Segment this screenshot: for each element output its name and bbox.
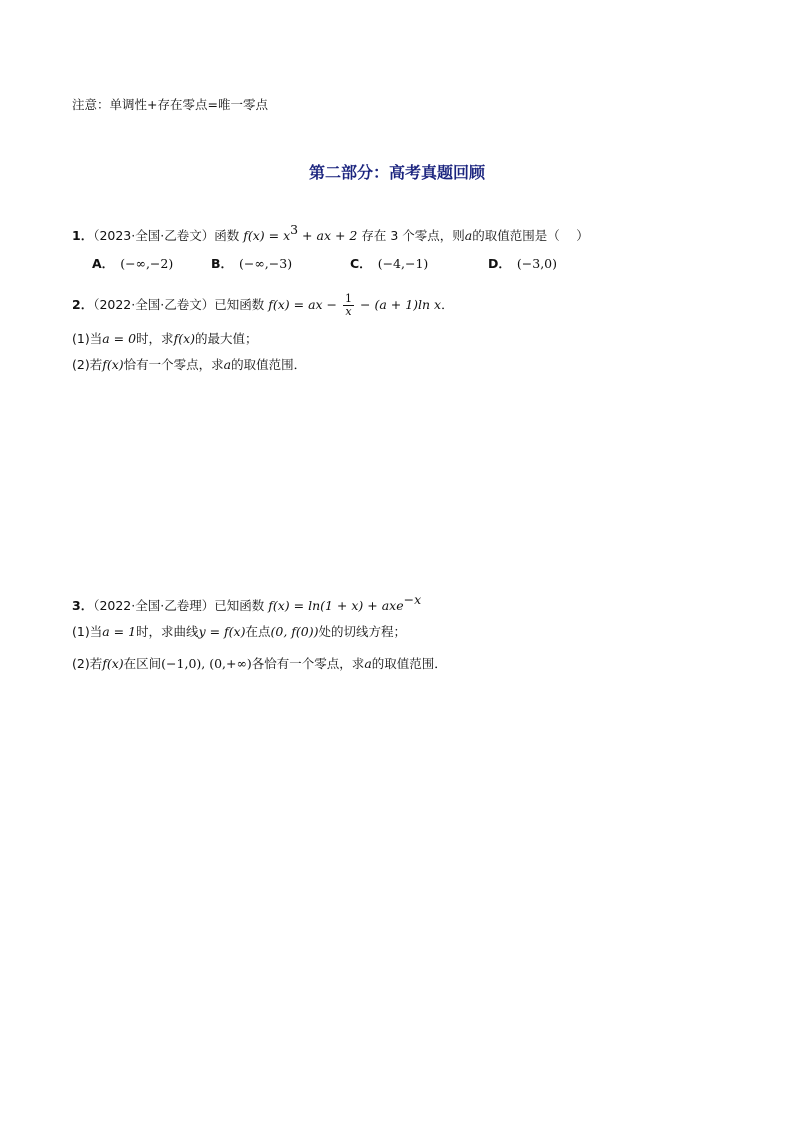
q1-func-tail: + ax + 2 bbox=[298, 228, 358, 243]
q1-text-b: 存在 3 个零点，则 bbox=[361, 228, 465, 243]
q3-p2-end: 的取值范围． bbox=[371, 656, 447, 671]
q1-option-a-label: A． bbox=[92, 256, 115, 271]
q1-option-d bbox=[488, 254, 557, 272]
q3-p1-curve: y = f(x) bbox=[198, 624, 246, 639]
q1-option-b-label: B． bbox=[211, 256, 234, 271]
q3-p1-math: a = 1 bbox=[102, 624, 137, 639]
q2-p2-end: 的取值范围． bbox=[231, 357, 307, 372]
q3-source: （2022·全国·乙卷理） bbox=[93, 598, 215, 613]
q3-p1-mid2: 在点 bbox=[245, 624, 271, 639]
q3-p1-point: (0, f(0)) bbox=[270, 624, 319, 639]
q3-exp: −x bbox=[403, 592, 422, 607]
q2-part-2 bbox=[72, 356, 306, 374]
q2-p1-func: f(x) bbox=[173, 331, 195, 346]
q2-p1-mid: 时，求 bbox=[136, 331, 174, 346]
q2-text-a: 已知函数 bbox=[214, 297, 265, 312]
question-3 bbox=[72, 591, 421, 615]
q1-source: （2023·全国·乙卷文） bbox=[93, 228, 215, 243]
q2-p1-end: 的最大值； bbox=[195, 331, 258, 346]
q2-p1-math: a = 0 bbox=[102, 331, 137, 346]
q1-option-d-value: (−3,0) bbox=[516, 256, 557, 271]
q3-p2-var: a bbox=[364, 656, 372, 671]
q2-p2-func: f(x) bbox=[102, 357, 124, 372]
q3-func: f(x) = ln(1 + x) + axe bbox=[268, 598, 404, 613]
q3-part-1 bbox=[72, 623, 406, 641]
q2-p2-mid: 恰有一个零点，求 bbox=[123, 357, 224, 372]
question-1 bbox=[72, 221, 589, 245]
q2-func-b: − (a + 1)ln x bbox=[360, 297, 442, 312]
q3-p2-func: f(x) bbox=[102, 656, 124, 671]
q1-text-a: 函数 bbox=[214, 228, 240, 243]
q2-frac-numerator: 1 bbox=[345, 292, 353, 305]
q2-p2-pre: (2)若 bbox=[72, 357, 103, 372]
q2-end: ． bbox=[441, 297, 454, 312]
q1-option-c bbox=[350, 254, 428, 272]
q1-func: f(x) = x bbox=[243, 228, 291, 243]
q1-option-b-value: (−∞,−3) bbox=[239, 256, 293, 271]
q3-p2-mid2: 各恰有一个零点，求 bbox=[251, 656, 365, 671]
q3-p1-end: 处的切线方程； bbox=[318, 624, 407, 639]
note-text: 注意：单调性+存在零点=唯一零点 bbox=[72, 97, 268, 112]
q1-text-c: 的取值范围是（ ） bbox=[472, 228, 589, 243]
q1-option-b bbox=[211, 254, 292, 272]
q1-option-c-label: C． bbox=[350, 256, 372, 271]
q3-p1-pre: (1)当 bbox=[72, 624, 103, 639]
q2-p1-pre: (1)当 bbox=[72, 331, 103, 346]
q2-p2-var: a bbox=[223, 357, 232, 372]
q1-var: a bbox=[464, 228, 473, 243]
q2-frac-denominator: x bbox=[345, 305, 352, 318]
q3-part-2 bbox=[72, 655, 447, 673]
q1-option-c-value: (−4,−1) bbox=[377, 256, 429, 271]
section-title: 第二部分：高考真题回顾 bbox=[308, 163, 485, 182]
q3-number: 3． bbox=[72, 598, 94, 613]
q1-option-a-value: (−∞,−2) bbox=[120, 256, 174, 271]
q2-part-1 bbox=[72, 330, 258, 348]
q3-text-a: 已知函数 bbox=[214, 598, 265, 613]
q3-p2-interval: (−1,0), (0,+∞) bbox=[161, 656, 252, 671]
q2-source: （2022·全国·乙卷文） bbox=[93, 297, 215, 312]
q2-number: 2． bbox=[72, 297, 94, 312]
q1-number: 1． bbox=[72, 228, 94, 243]
q3-p2-mid: 在区间 bbox=[123, 656, 162, 671]
q1-exp: 3 bbox=[290, 222, 299, 237]
q1-option-a bbox=[92, 254, 173, 272]
q2-fraction bbox=[343, 293, 354, 318]
q1-option-d-label: D． bbox=[488, 256, 511, 271]
question-2 bbox=[72, 290, 454, 320]
q2-func-a: f(x) = ax − bbox=[268, 297, 338, 312]
q3-p1-mid: 时，求曲线 bbox=[136, 624, 199, 639]
q3-p2-pre: (2)若 bbox=[72, 656, 103, 671]
